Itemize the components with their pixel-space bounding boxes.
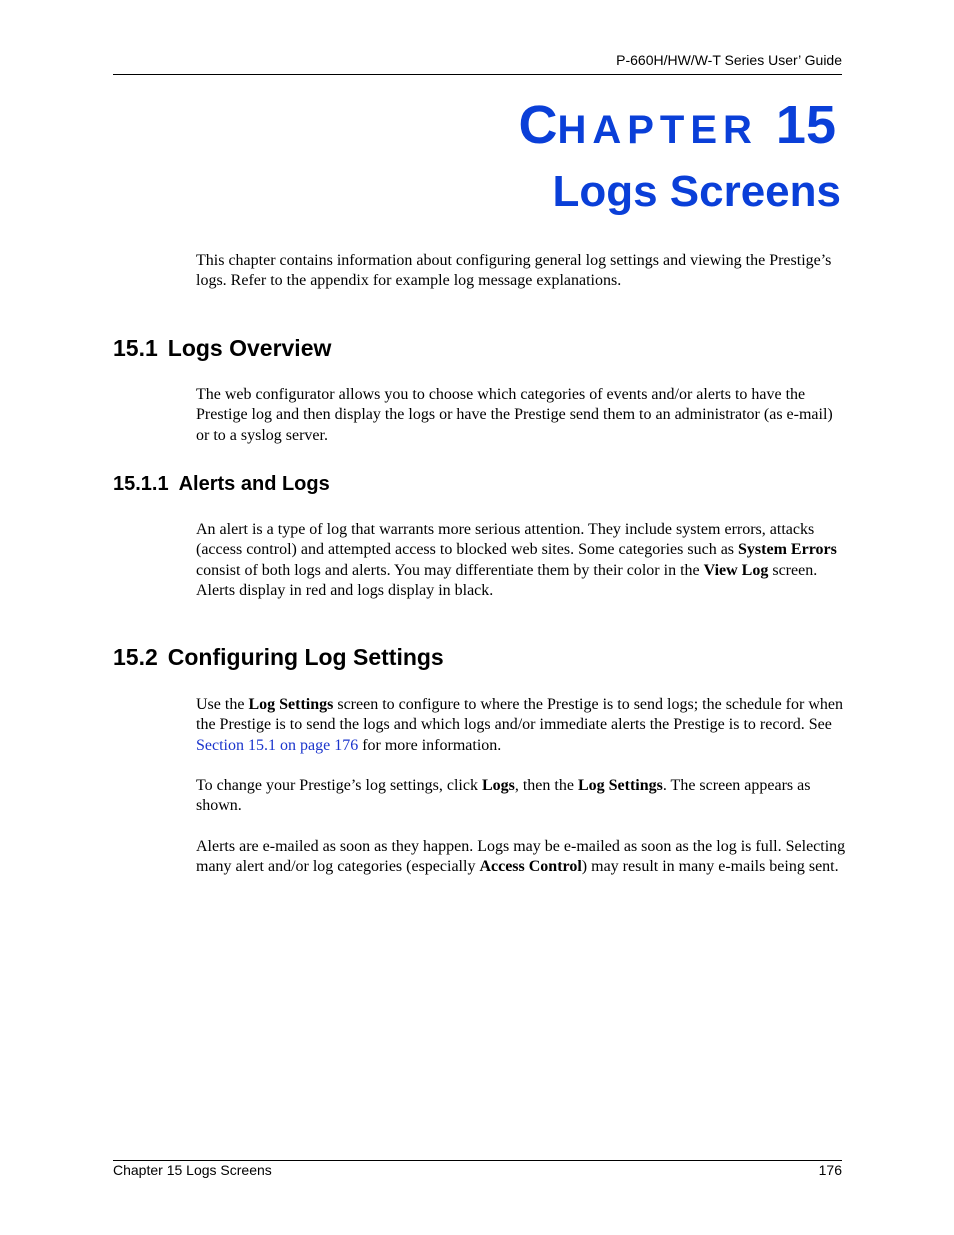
page-number: 176 [818, 1162, 842, 1178]
text-run: An alert is a type of log that warrants more serious attention. They include system errors, attacks (access control) and attempted access to blocked web sites. Some categories such as [196, 521, 815, 559]
bold-term-access-control: Access Control [479, 858, 582, 876]
section-number: 15.1 [113, 335, 158, 361]
log-settings-paragraph-2 [196, 776, 846, 817]
text-run: for more information. [358, 736, 502, 754]
text-run: Alerts are e-mailed as soon as they happen. Logs may be e-mailed as soon as the log is full. Selecting many alert and/or log categories (especially [196, 838, 846, 876]
text-run: screen. Alerts display in red and logs display in black. [196, 561, 818, 599]
intro-paragraph: This chapter contains information about configuring general log settings and viewing the Prestige’s logs. Refer to the appendix for example log message explanations. [196, 252, 832, 290]
bold-term-log-settings: Log Settings [577, 777, 663, 794]
section-title: Alerts and Logs [178, 473, 330, 495]
text-run: screen to configure to where the Prestige is to send logs; the schedule for when the Prestige is to send the logs and which logs and/or immediate alerts the Prestige is to record. See [196, 696, 843, 734]
section-heading-15-1-1 [113, 473, 330, 496]
running-header-guide-title: P-660H/HW/W-T Series User’ Guide [616, 52, 842, 68]
chapter-number: 15 [775, 95, 836, 155]
section-cross-reference-link[interactable]: Section 15.1 on page 176 [196, 736, 359, 754]
log-settings-paragraph-3 [196, 837, 846, 878]
alerts-and-logs-paragraph [196, 520, 846, 601]
chapter-label-rest: HAPTER [557, 108, 758, 152]
text-run: Use the [196, 696, 249, 713]
chapter-label-initial: C [518, 95, 558, 155]
section-heading-15-2 [113, 644, 444, 671]
running-footer-chapter: Chapter 15 Logs Screens [113, 1162, 272, 1178]
section-heading-15-1 [113, 335, 331, 362]
section-number: 15.2 [113, 644, 158, 670]
text-run: consist of both logs and alerts. You may differentiate them by their color in the [196, 561, 704, 579]
section-title: Configuring Log Settings [167, 644, 444, 670]
chapter-label [518, 95, 836, 155]
text-run: To change your Prestige’s log settings, click [196, 777, 482, 794]
section-number: 15.1.1 [113, 473, 169, 495]
text-run: ) may result in many e-mails being sent. [581, 858, 839, 876]
chapter-title: Logs Screens [552, 167, 841, 216]
text-run: . The screen appears as shown. [196, 777, 811, 815]
footer-rule [113, 1160, 842, 1161]
bold-term-log-settings: Log Settings [248, 696, 334, 713]
header-rule [113, 74, 842, 75]
logs-overview-paragraph: The web configurator allows you to choose which categories of events and/or alerts to have the Prestige log and then display the logs or have the Prestige send them to an administrator (as e-mail) or to a syslog server. [196, 386, 833, 444]
log-settings-paragraph-1 [196, 695, 846, 756]
bold-term-view-log: View Log [703, 561, 769, 579]
text-run: , then the [514, 777, 578, 794]
bold-term-logs: Logs [481, 777, 515, 794]
bold-term-system-errors: System Errors [738, 541, 837, 559]
section-title: Logs Overview [167, 335, 332, 361]
